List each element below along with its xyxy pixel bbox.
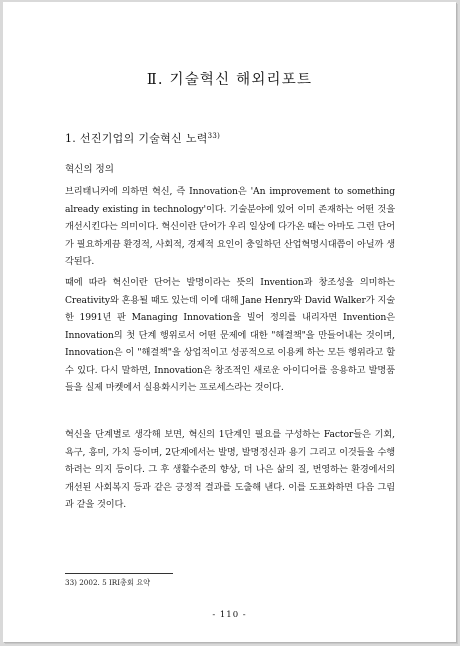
section-title-text: 1. 선진기업의 기술혁신 노력 bbox=[65, 132, 208, 145]
document-page bbox=[3, 2, 456, 642]
footnote-reference: 33) bbox=[207, 132, 221, 140]
subheading: 혁신의 정의 bbox=[65, 164, 114, 175]
footnote: 33) 2002. 5 IRI총회 요약 bbox=[65, 578, 151, 587]
footnote-divider bbox=[65, 573, 173, 574]
page-number: - 110 - bbox=[212, 610, 247, 620]
section-title bbox=[65, 130, 220, 146]
paragraph-2: 때에 따라 혁신이란 단어는 발명이라는 뜻의 Invention과 창조성을 의미하는 Creativity와 혼용될 때도 있는데 이에 대해 Jane Henry와 David Walker가 지술한 1991년 판 Managing Innovation을 빌어 정의를 내리자면 Invention은 Innovation의 첫 단계 행위로서 어떤 문제에 대한 "해결책"을 만들어내는 것이며, Innovation은 이 "해결책"을 상업적이고 성공적으로 이용케 하는 모든 행위라고 할 수 있다. 다시 말하면, Innovation은 창조적인 새로운 아이디어를 응용하고 발명품들을 실제 마켓에서 실용화시키는 프로세스라는 것이다. bbox=[65, 277, 395, 393]
chapter-title: Ⅱ. 기술혁신 해외리포트 bbox=[146, 72, 313, 88]
paragraph-1: 브리태니커에 의하면 혁신, 즉 Innovation은 'An improvement to something already existing in technology'이다. 기술분야에 있어 이미 존재하는 어떤 것을 개선시킨다는 의미이다. 혁신이란 단어가 우리 일상에 다가온 때는 아마도 그런 단어가 필요하게끔 환경적, 사회적, 경제적 요인이 충일하던 산업혁명시대쯤이 아닐까 생각된다. bbox=[65, 186, 395, 267]
paragraph-3: 혁신을 단계별로 생각해 보면, 혁신의 1단계인 필요를 구성하는 Factor들은 기회, 욕구, 흥미, 가치 등이며, 2단계에서는 발명, 발명정신과 용기 그리고 이것들을 수행하려는 의지 등이다. 그 후 생활수준의 향상, 더 나은 삶의 질, 번영하는 환경에서의 개선된 사회복지 등과 같은 긍정적 결과를 도출해 낸다. 이를 도표화하면 다음 그림과 같을 것이다. bbox=[65, 429, 395, 510]
